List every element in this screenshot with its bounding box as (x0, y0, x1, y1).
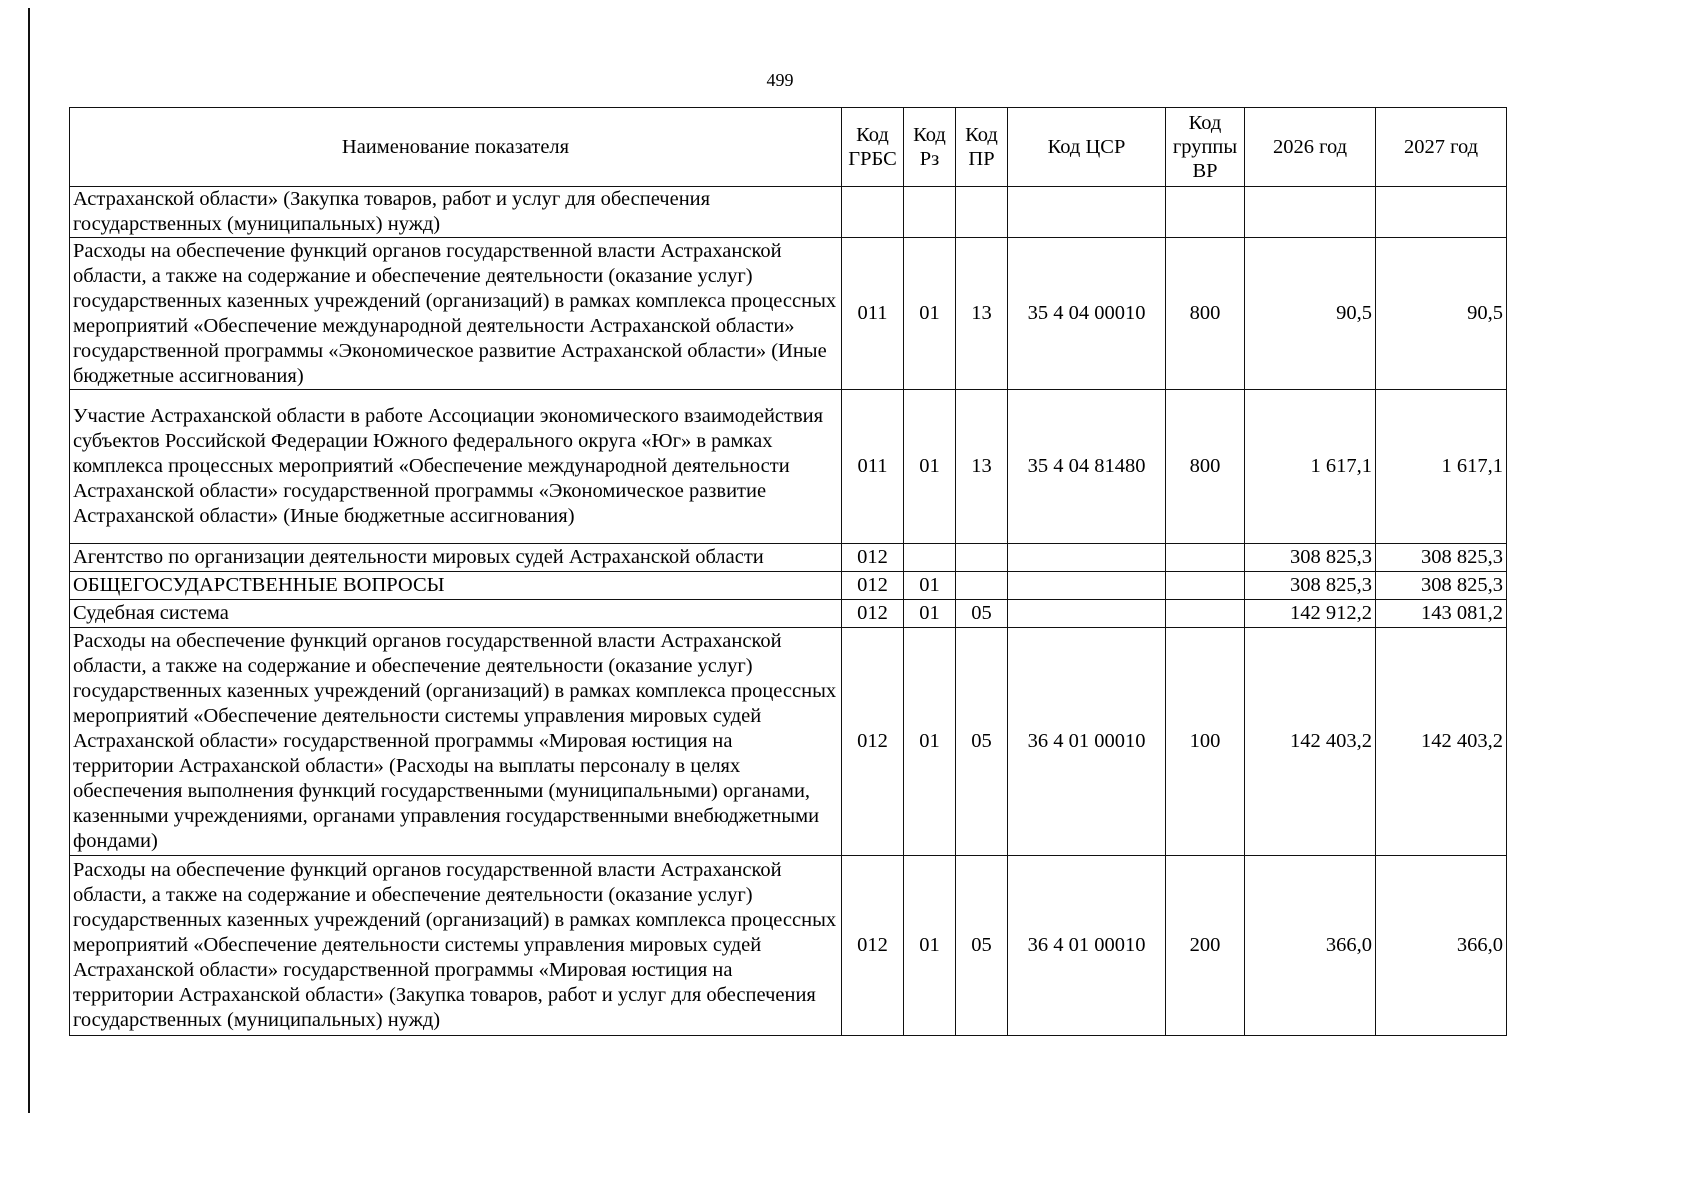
row-rz: 01 (904, 572, 956, 600)
row-grbs: 012 (842, 544, 904, 572)
row-vr (1166, 187, 1245, 238)
row-rz: 01 (904, 238, 956, 390)
row-csr (1008, 600, 1166, 628)
header-row (70, 108, 1507, 187)
header-csr: Код ЦСР (1008, 108, 1166, 187)
header-name: Наименование показателя (70, 108, 842, 187)
row-2026: 308 825,3 (1245, 572, 1376, 600)
header-2026: 2026 год (1245, 108, 1376, 187)
row-csr (1008, 187, 1166, 238)
table-row (70, 572, 1507, 600)
row-2026: 366,0 (1245, 856, 1376, 1036)
budget-table (69, 107, 1507, 1036)
row-name: Расходы на обеспечение функций органов государственной власти Астраханской области, а также на содержание и обеспечение деятельности (оказание услуг) государственных казенных учреждений (организаций) в рамках комплекса процессных мероприятий «Обеспечение деятельности системы управления мировых судей Астраханской области» государственной программы «Мировая юстиция на территории Астраханской области» (Расходы на выплаты персоналу в целях обеспечения выполнения функций государственными (муниципальными) органами, казенными учреждениями, органами управления государственными внебюджетными фондами) (70, 628, 842, 856)
row-2026: 90,5 (1245, 238, 1376, 390)
row-grbs: 012 (842, 572, 904, 600)
header-pr: Код ПР (956, 108, 1008, 187)
row-vr: 800 (1166, 238, 1245, 390)
header-2027: 2027 год (1376, 108, 1507, 187)
row-2027: 143 081,2 (1376, 600, 1507, 628)
row-csr: 36 4 01 00010 (1008, 856, 1166, 1036)
row-2026: 142 912,2 (1245, 600, 1376, 628)
table-row (70, 187, 1507, 238)
row-2027: 90,5 (1376, 238, 1507, 390)
page-number: 499 (766, 70, 794, 90)
table-row (70, 390, 1507, 544)
row-grbs (842, 187, 904, 238)
row-2027: 308 825,3 (1376, 544, 1507, 572)
row-vr (1166, 544, 1245, 572)
row-rz: 01 (904, 600, 956, 628)
row-pr (956, 572, 1008, 600)
row-csr (1008, 544, 1166, 572)
row-pr: 05 (956, 628, 1008, 856)
row-2027 (1376, 187, 1507, 238)
table-row (70, 544, 1507, 572)
row-rz (904, 187, 956, 238)
row-rz (904, 544, 956, 572)
row-2026: 142 403,2 (1245, 628, 1376, 856)
row-vr: 800 (1166, 390, 1245, 544)
row-csr: 35 4 04 00010 (1008, 238, 1166, 390)
row-vr (1166, 572, 1245, 600)
row-name: Расходы на обеспечение функций органов государственной власти Астраханской области, а также на содержание и обеспечение деятельности (оказание услуг) государственных казенных учреждений (организаций) в рамках комплекса процессных мероприятий «Обеспечение международной деятельности Астраханской области» государственной программы «Экономическое развитие Астраханской области» (Иные бюджетные ассигнования) (70, 238, 842, 390)
row-grbs: 011 (842, 238, 904, 390)
row-grbs: 012 (842, 628, 904, 856)
table-row (70, 628, 1507, 856)
row-pr: 05 (956, 856, 1008, 1036)
row-vr (1166, 600, 1245, 628)
header-rz: Код Рз (904, 108, 956, 187)
row-2027: 308 825,3 (1376, 572, 1507, 600)
row-pr: 13 (956, 238, 1008, 390)
row-vr: 200 (1166, 856, 1245, 1036)
row-rz: 01 (904, 628, 956, 856)
row-2026: 308 825,3 (1245, 544, 1376, 572)
row-pr (956, 187, 1008, 238)
row-pr: 05 (956, 600, 1008, 628)
row-rz: 01 (904, 856, 956, 1036)
row-2026 (1245, 187, 1376, 238)
row-name: Астраханской области» (Закупка товаров, работ и услуг для обеспечения государственных (муниципальных) нужд) (70, 187, 842, 238)
row-pr (956, 544, 1008, 572)
row-2027: 366,0 (1376, 856, 1507, 1036)
row-grbs: 012 (842, 856, 904, 1036)
row-csr: 36 4 01 00010 (1008, 628, 1166, 856)
row-name: ОБЩЕГОСУДАРСТВЕННЫЕ ВОПРОСЫ (70, 572, 842, 600)
row-name: Участие Астраханской области в работе Ассоциации экономического взаимодействия субъектов Российской Федерации Южного федерального округа «Юг» в рамках комплекса процессных мероприятий «Обеспечение международной деятельности Астраханской области» государственной программы «Экономическое развитие Астраханской области» (Иные бюджетные ассигнования) (70, 390, 842, 544)
row-csr: 35 4 04 81480 (1008, 390, 1166, 544)
row-name: Судебная система (70, 600, 842, 628)
row-name: Агентство по организации деятельности мировых судей Астраханской области (70, 544, 842, 572)
row-pr: 13 (956, 390, 1008, 544)
row-grbs: 012 (842, 600, 904, 628)
table-row (70, 856, 1507, 1036)
header-grbs: Код ГРБС (842, 108, 904, 187)
row-name: Расходы на обеспечение функций органов государственной власти Астраханской области, а также на содержание и обеспечение деятельности (оказание услуг) государственных казенных учреждений (организаций) в рамках комплекса процессных мероприятий «Обеспечение деятельности системы управления мировых судей Астраханской области» государственной программы «Мировая юстиция на территории Астраханской области» (Закупка товаров, работ и услуг для обеспечения государственных (муниципальных) нужд) (70, 856, 842, 1036)
row-2026: 1 617,1 (1245, 390, 1376, 544)
margin-line (28, 8, 30, 1113)
row-csr (1008, 572, 1166, 600)
table-row (70, 600, 1507, 628)
row-2027: 1 617,1 (1376, 390, 1507, 544)
table-row (70, 238, 1507, 390)
header-vr: Код группы ВР (1166, 108, 1245, 187)
row-grbs: 011 (842, 390, 904, 544)
row-2027: 142 403,2 (1376, 628, 1507, 856)
row-rz: 01 (904, 390, 956, 544)
row-vr: 100 (1166, 628, 1245, 856)
